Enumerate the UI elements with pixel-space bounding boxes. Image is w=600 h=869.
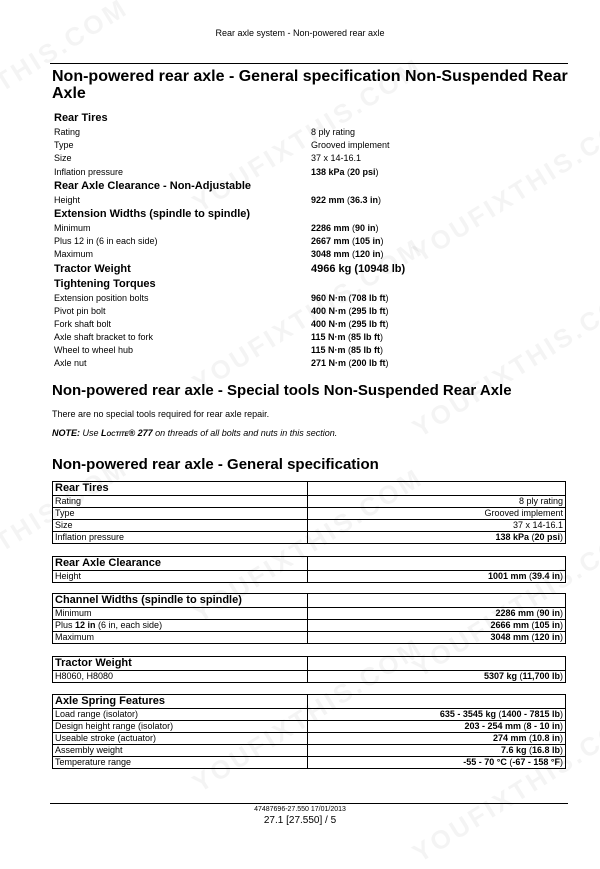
spec-table [52, 694, 566, 769]
table-cell-value [308, 571, 566, 583]
value-bold: 400 N·m [311, 305, 347, 316]
value-text: ) [560, 721, 563, 731]
spec-row [54, 357, 406, 370]
section2-text: There are no special tools required for rear axle repair. [52, 409, 270, 419]
watermark [407, 102, 600, 269]
spec-label: Type [54, 140, 74, 151]
value-text: ( [349, 222, 356, 233]
value-text: ) [378, 194, 382, 205]
value-bold: 11,700 lb [522, 671, 560, 681]
spec-row [54, 139, 406, 152]
value-bold: 10.8 in [531, 733, 560, 743]
table-cell-value [308, 745, 566, 757]
table-cell-label: Design height range (isolator) [53, 721, 308, 733]
spec-label: Axle shaft bracket to fork [54, 332, 154, 343]
value-text: ) [385, 292, 389, 303]
value-text: ( [349, 249, 356, 260]
table-header: Tractor Weight [53, 657, 308, 671]
value-bold: 271 N·m [311, 358, 347, 369]
value-text: ) [385, 305, 389, 316]
value-text: ( [533, 608, 540, 618]
spec-label: Rating [54, 127, 81, 137]
value-text: ) [560, 532, 563, 542]
value-bold: 105 in [355, 236, 381, 247]
value-text: ) [385, 318, 389, 329]
spec-label: Extension Widths (spindle to spindle) [54, 207, 251, 220]
spec-label: Extension position bolts [54, 292, 149, 303]
spec-row [54, 235, 406, 248]
value-bold: 90 in [355, 222, 376, 233]
value-bold: 3048 mm [490, 632, 529, 642]
table-cell-label: H8060, H8080 [53, 671, 308, 683]
table-row [53, 520, 566, 532]
table-row [53, 532, 566, 544]
value-bold: 105 in [534, 620, 560, 630]
spec-label: Height [54, 194, 81, 205]
value-text: ( [526, 733, 532, 743]
value-text: ( [346, 305, 352, 316]
table-header-blank [308, 557, 566, 571]
spec-value [311, 222, 379, 235]
value-text: ) [560, 571, 563, 581]
spec-value [311, 166, 379, 179]
table-row [53, 733, 566, 745]
table-row [53, 632, 566, 644]
value-bold: 4966 kg [311, 262, 352, 275]
table-header-row [53, 557, 566, 571]
table-header: Axle Spring Features [53, 695, 308, 709]
spec-label: Inflation pressure [54, 166, 124, 177]
table-header-blank [308, 657, 566, 671]
value-bold: 1001 mm [487, 571, 527, 581]
value-text: ( [344, 194, 351, 205]
value-text: ( [345, 332, 352, 343]
table-header-row [53, 695, 566, 709]
value-bold: 120 in [355, 249, 381, 260]
table-row [53, 721, 566, 733]
spec-row [54, 331, 406, 344]
value-bold: 85 lb ft [351, 345, 381, 356]
table-header-blank [308, 482, 566, 496]
value-bold: 2286 mm [311, 222, 350, 233]
spec-group [54, 179, 406, 194]
table-cell-label: Load range (isolator) [53, 709, 308, 721]
value-text: ( [526, 745, 532, 755]
table-row [53, 671, 566, 683]
value-text: ( [528, 632, 535, 642]
table-header: Rear Tires [53, 482, 308, 496]
value-bold: 90 in [539, 608, 560, 618]
value-bold: 2667 mm [311, 236, 350, 247]
value-bold: 39.4 in [531, 571, 560, 581]
spec-table [52, 593, 566, 644]
value-text: ( [349, 236, 356, 247]
value-bold: 8 - 10 in [526, 721, 560, 731]
section3-title: Non-powered rear axle - General specification [52, 456, 379, 473]
spec-row [54, 344, 406, 357]
value-bold: 10948 lb [358, 262, 402, 275]
section2-note [52, 428, 337, 438]
spec-table [52, 556, 566, 583]
value-text: ) [560, 745, 563, 755]
value-text: ( [520, 721, 527, 731]
value-text: ( [516, 671, 523, 681]
value-text: ( [495, 709, 502, 719]
table-row [53, 709, 566, 721]
watermark [407, 277, 600, 444]
spec-value [311, 357, 389, 370]
value-bold: 85 lb ft [351, 332, 381, 343]
value-bold: 635 - 3545 kg [439, 709, 496, 719]
table-row [53, 496, 566, 508]
table-cell-label: Size [53, 520, 308, 532]
spec-label: Plus 12 in (6 in each side) [54, 236, 158, 247]
value-text: ( [351, 262, 359, 275]
value-bold: 20 psi [350, 166, 376, 177]
table-row [53, 620, 566, 632]
note-label: NOTE: [52, 428, 80, 438]
value-bold: 5307 kg [483, 671, 517, 681]
table-cell-label: Height [53, 571, 308, 583]
spec-label: Rear Axle Clearance - Non-Adjustable [54, 179, 252, 192]
value-bold: -55 - 70 °C [463, 757, 507, 767]
value-text: ) [560, 620, 563, 630]
value-bold: 7.6 kg [500, 745, 527, 755]
table-row [53, 757, 566, 769]
section1-spec-list [54, 111, 406, 371]
spec-label: Axle nut [54, 358, 87, 369]
value-bold: 200 lb ft [351, 358, 386, 369]
value-bold: 203 - 254 mm [464, 721, 521, 731]
spec-value [311, 318, 389, 331]
table-header-row [53, 594, 566, 608]
table-cell-label: Rating [53, 496, 308, 508]
note-brand: Loctite® 277 [101, 428, 153, 438]
table-cell-value [308, 632, 566, 644]
value-bold: 115 N·m [311, 332, 346, 343]
value-text: ) [375, 222, 379, 233]
footer-page-number: 27.1 [27.550] / 5 [263, 815, 337, 826]
spec-row [54, 194, 406, 207]
table-cell-value [308, 757, 566, 769]
table-header-row [53, 482, 566, 496]
spec-value [311, 194, 381, 207]
value-bold: 138 kPa [311, 166, 345, 177]
value-text: ( [344, 166, 351, 177]
spec-value [311, 344, 383, 357]
spec-row [54, 305, 406, 318]
table-cell-label: Minimum [53, 608, 308, 620]
value-text: ( [346, 358, 352, 369]
value-text: ( [528, 532, 535, 542]
spec-label: Pivot pin bolt [54, 305, 106, 316]
spec-row [54, 222, 406, 235]
table-row [53, 745, 566, 757]
table-cell-value [308, 733, 566, 745]
table-header: Channel Widths (spindle to spindle) [53, 594, 308, 608]
value-bold: 20 psi [534, 532, 560, 542]
value-text: ) [375, 166, 379, 177]
spec-label: Tractor Weight [54, 262, 131, 275]
spec-value [311, 305, 389, 318]
spec-value [311, 331, 383, 344]
spec-group [54, 262, 406, 277]
table-cell-value [308, 671, 566, 683]
value-text: ) [560, 608, 563, 618]
value-text: ( [526, 571, 532, 581]
spec-row [54, 166, 406, 179]
table-row [53, 508, 566, 520]
spec-row [54, 292, 406, 305]
table-cell-label: Type [53, 508, 308, 520]
table-cell-label: Temperature range [53, 757, 308, 769]
value-text: ) [560, 709, 563, 719]
table-header: Rear Axle Clearance [53, 557, 308, 571]
value-text: ) [380, 345, 384, 356]
spec-value [311, 248, 384, 261]
value-bold: 120 in [534, 632, 560, 642]
spec-table [52, 481, 566, 544]
spec-value: 8 ply rating [311, 127, 356, 137]
table-cell-label [53, 620, 308, 632]
note-pre: Use [80, 428, 102, 438]
spec-label: Size [54, 153, 72, 164]
value-bold: 16.8 lb [531, 745, 560, 755]
value-text: (6 in, each side) [95, 620, 163, 630]
section1-title: Non-powered rear axle - General specification Non-Suspended Rear Axle [52, 68, 568, 102]
header-rule [50, 63, 568, 64]
table-header-row [53, 657, 566, 671]
value-bold: 400 N·m [311, 318, 347, 329]
value-bold: 708 lb ft [351, 292, 386, 303]
table-cell-value [308, 709, 566, 721]
spec-table [52, 656, 566, 683]
value-bold: 115 N·m [311, 345, 346, 356]
table-header-blank [308, 695, 566, 709]
spec-value [311, 235, 384, 248]
table-cell-value [308, 620, 566, 632]
value-text: ( [346, 318, 352, 329]
value-text: ) [560, 671, 563, 681]
spec-value: 37 x 14-16.1 [311, 153, 362, 164]
value-bold: 3048 mm [311, 249, 350, 260]
value-text: ) [560, 733, 563, 743]
spec-row [54, 318, 406, 331]
value-bold: 36.3 in [350, 194, 379, 205]
spec-group [54, 277, 406, 292]
running-head: Rear axle system - Non-powered rear axle [215, 28, 385, 38]
table-cell-value: 8 ply rating [308, 496, 566, 508]
value-text: ) [380, 249, 384, 260]
value-bold: 2666 mm [490, 620, 529, 630]
value-text: ( [346, 292, 352, 303]
table-header-blank [308, 594, 566, 608]
table-row [53, 608, 566, 620]
value-text: ) [380, 332, 384, 343]
value-text: Plus [55, 620, 76, 630]
table-cell-label: Useable stroke (actuator) [53, 733, 308, 745]
spec-value [311, 292, 389, 305]
value-text: ) [560, 757, 563, 767]
table-cell-value: 37 x 14-16.1 [308, 520, 566, 532]
section2-title: Non-powered rear axle - Special tools Non-Suspended Rear Axle [52, 382, 512, 399]
value-text: ( [528, 620, 535, 630]
value-bold: 295 lb ft [351, 305, 386, 316]
value-bold: 295 lb ft [351, 318, 386, 329]
value-bold: 138 kPa [495, 532, 529, 542]
spec-label: Wheel to wheel hub [54, 345, 134, 356]
value-text: ) [401, 262, 406, 275]
spec-label: Tightening Torques [54, 277, 156, 290]
table-row [53, 571, 566, 583]
value-bold: 922 mm [311, 194, 345, 205]
spec-label: Rear Tires [54, 112, 108, 124]
value-bold: 2286 mm [495, 608, 534, 618]
spec-group [54, 207, 406, 222]
table-cell-label: Maximum [53, 632, 308, 644]
value-bold: 960 N·m [311, 292, 347, 303]
table-cell-value: Grooved implement [308, 508, 566, 520]
value-text: ) [560, 632, 563, 642]
spec-value [311, 262, 405, 277]
table-cell-value [308, 721, 566, 733]
table-cell-label: Inflation pressure [53, 532, 308, 544]
spec-group [54, 111, 406, 126]
spec-label: Fork shaft bolt [54, 318, 112, 329]
value-text: ) [385, 358, 389, 369]
table-cell-label: Assembly weight [53, 745, 308, 757]
footer-rule [50, 803, 568, 804]
spec-row [54, 152, 406, 165]
value-text: ( [345, 345, 352, 356]
value-bold: 274 mm [492, 733, 527, 743]
value-bold: -67 - 158 °F [512, 757, 560, 767]
spec-row [54, 248, 406, 261]
value-text: ) [380, 236, 384, 247]
value-text: ( [506, 757, 513, 767]
table-cell-value [308, 608, 566, 620]
spec-label: Maximum [54, 249, 94, 260]
spec-label: Minimum [54, 222, 91, 233]
value-bold: 1400 - 7815 lb [501, 709, 560, 719]
spec-row [54, 126, 406, 139]
spec-value: Grooved implement [311, 140, 390, 151]
value-bold: 12 in [75, 620, 96, 630]
table-cell-value [308, 532, 566, 544]
note-post: on threads of all bolts and nuts in this section. [152, 428, 338, 438]
footer-doc-ref: 47487696-27.550 17/01/2013 [254, 806, 346, 813]
